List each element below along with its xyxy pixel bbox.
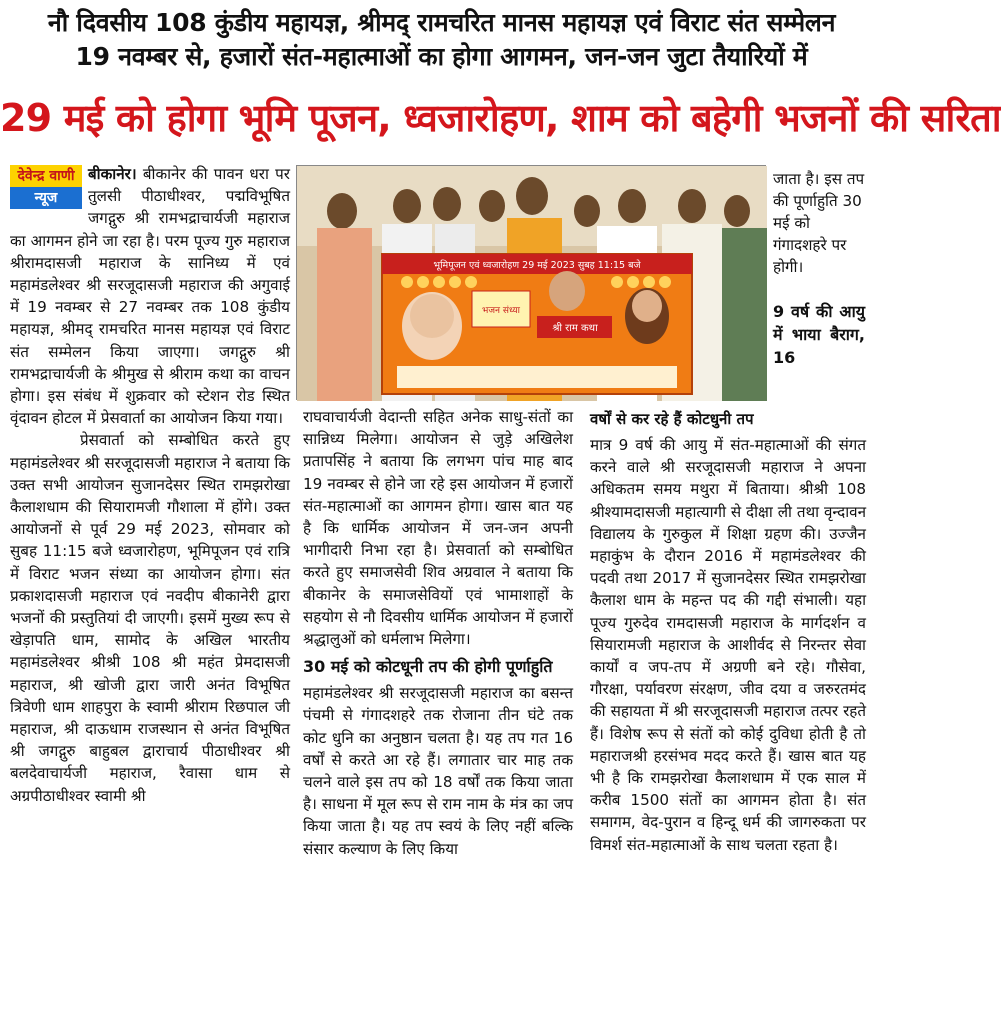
headline: 29 मई को होगा भूमि पूजन, ध्वजारोहण, शाम को बहेगी भजनों की सरिता (0, 96, 1001, 140)
news-badge (10, 165, 82, 209)
col3-subheading-continued: वर्षों से कर रहे हैं कोटधुनी तप (590, 410, 754, 428)
kicker-line-1: नौ दिवसीय 108 कुंडीय महायज्ञ, श्रीमद् रामचरित मानस महायज्ञ एवं विराट संत सम्मेलन (47, 8, 836, 37)
col2-paragraph-1: राघवाचार्यजी वेदान्ती सहित अनेक साधु-संतों का सान्निध्य मिलेगा। आयोजन से जुड़े अखिलेश प्रतापसिंह ने बताया कि लगभग पांच माह बाद 19 नवम्बर से होने जा रहे इस आयोजन में हजारों संत-महात्माओं का आगमन होगा। खास बात यह है कि धार्मिक आयोजन में जन-जन अपनी भागीदारी निभा रहा है। प्रेसवार्ता को सम्बोधित करते हुए समाजसेवी शिव अग्रवाल ने बताया कि बीकानेर के समाजसेवियों एवं भामाशाहों के सहयोग से नौ दिवसीय धार्मिक आयोजन में हजारों श्रद्धालुओं को धर्मलाभ मिलेगा। (303, 408, 573, 649)
article-column-1 (10, 163, 290, 807)
col2-paragraph-2: महामंडलेश्वर श्री सरजूदासजी महाराज का बसन्त पंचमी से गंगादशहरे तक रोजाना तीन घंटे तक कोट धुनि का अनुष्ठान चलता है। यह तप गत 16 वर्षों से करते आ रहे हैं। लगातार चार माह तक चलने वाले इस तप को 18 वर्षों तक किया जाता है। साधना में मूल रूप से राम नाम के मंत्र का जप किया जाता है। यह तप स्वयं के लिए नहीं बल्कि संसार कल्याण के लिए किया (303, 684, 573, 858)
article-column-3 (590, 434, 866, 856)
banner-ramkatha: श्री राम कथा (552, 323, 598, 334)
article-column-2 (303, 406, 573, 860)
banner-title: भूमिपूजन एवं ध्वजारोहण 29 मई 2023 सुबह 11:15 बजे (433, 260, 641, 271)
dateline: बीकानेर। (88, 165, 137, 183)
photo-illustration (297, 166, 767, 401)
banner-bhajan: भजन संध्या (482, 306, 520, 316)
col1-paragraph-1: बीकानेर की पावन धरा पर तुलसी पीठाधीश्वर, पद्मविभूषित जगद्गुरु श्री रामभद्राचार्यजी महाराज का आगमन होने जा रहा है। परम पूज्य गुरु महाराज श्रीरामदासजी महाराज के सानिध्य में एवं महामंडलेश्वर श्री सरजूदासजी महाराज की अगुवाई में 19 नवम्बर से 27 नवम्बर तक 108 कुंडीय महायज्ञ, श्रीमद् रामचरित मानस महायज्ञ एवं विराट संत सम्मेलन किया जाएगा। जगद्गुरु श्री रामभद्राचार्यजी के श्रीमुख से श्रीराम कथा का वाचन होगा। इस संबंध में शुक्रवार को स्टेशन रोड स्थित वृंदावन होटल में प्रेसवार्ता का आयोजन किया गया। (10, 165, 290, 428)
col2-subheading: 30 मई को कोटधूनी तप की होगी पूर्णाहुति (303, 657, 553, 677)
col3-top-text: जाता है। इस तप की पूर्णाहुति 30 मई को गंगादशहरे पर होगी। (773, 170, 865, 276)
col3-paragraph-1: मात्र 9 वर्ष की आयु में संत-महात्माओं की संगत करने वाले श्री सरजूदासजी महाराज ने अपना अधिकतम समय मथुरा में बिताया। श्रीश्री 108 श्रीश्यामदासजी महात्यागी से दीक्षा ली तथा वृन्दावन विद्यालय के गुरुकुल में शिक्षा ग्रहण की। उज्जैन महाकुंभ के दौरान 2016 में महामंडलेश्वर की पदवी तथा 2017 में सुजानदेसर स्थित रामझरोखा कैलाश धाम के महन्त पद की गद्दी संभाली। यहा पूज्य गुरुदेव रामदासजी महाराज के मार्गदर्शन व सियारामजी महाराज के आशीर्वद से निरन्तर सेवा कार्यों व जप-तप में अग्रणी बने रहे। गौसेवा, गौरक्षा, पर्यावरण संरक्षण, जीव दया व जरुरतमंद की सहायता में श्री सरजूदासजी महाराज तत्पर रहते हैं। विशेष रूप से संतों को कोई दुविधा होती है तो महाराजश्री हरसंभव मदद करते हैं। खास बात यह भी है कि रामझरोखा कैलाशधाम में एक साल में करीब 1500 संतों का आगमन होता है। संत समागम, वेद-पुरान व हिन्दू धर्म की जागरुकता पर विमर्श संत-महात्माओं के साथ चलता रहता है। (590, 436, 866, 854)
col1-paragraph-2: प्रेसवार्ता को सम्बोधित करते हुए महामंडलेश्वर श्री सरजूदासजी महाराज ने बताया कि उक्त सभी आयोजन सुजानदेसर स्थित रामझरोखा कैलाशधाम की सियारामजी गौशाला में होंगे। उक्त आयोजनों से पूर्व 29 मई 2023, सोमवार को सुबह 11:15 बजे ध्वजारोहण, भूमिपूजन एवं रात्रि में विराट भजन संध्या का आयोजन होगा। संत प्रकाशदासजी महाराज एवं नवदीप बीकानेरी द्वारा भजनों की प्रस्तुतियां दी जाएगी। इसमें मुख्य रूप से खेड़ापति धाम, सामोद के अखिल भारतीय महामंडलेश्वर श्रीश्री 108 श्री महंत प्रेमदासजी महाराज, श्री खोजी द्वारा जारी अनंत विभूषित त्रिवेणी धाम शाहपुरा के स्वामी श्रीराम रिछपाल जी महाराज, श्री दाऊधाम राजस्थान से अनंत विभूषित श्री जगद्गुरु बाहुबल द्वाराचार्य पीठाधीश्वर श्री बलदेवाचार्यजी महाराज, रैवासा धाम से अग्रपीठाधीश्वर स्वामी श्री (10, 431, 290, 805)
col3-subheading: 9 वर्ष की आयु में भाया बैराग, 16 (773, 302, 865, 367)
badge-line-1: देवेन्द्र वाणी (10, 165, 82, 187)
press-conference-photo (296, 165, 766, 400)
kicker-line-2: 19 नवम्बर से, हजारों संत-महात्माओं का होगा आगमन, जन-जन जुटा तैयारियों में (75, 42, 808, 71)
badge-line-2: न्यूज (10, 187, 82, 209)
